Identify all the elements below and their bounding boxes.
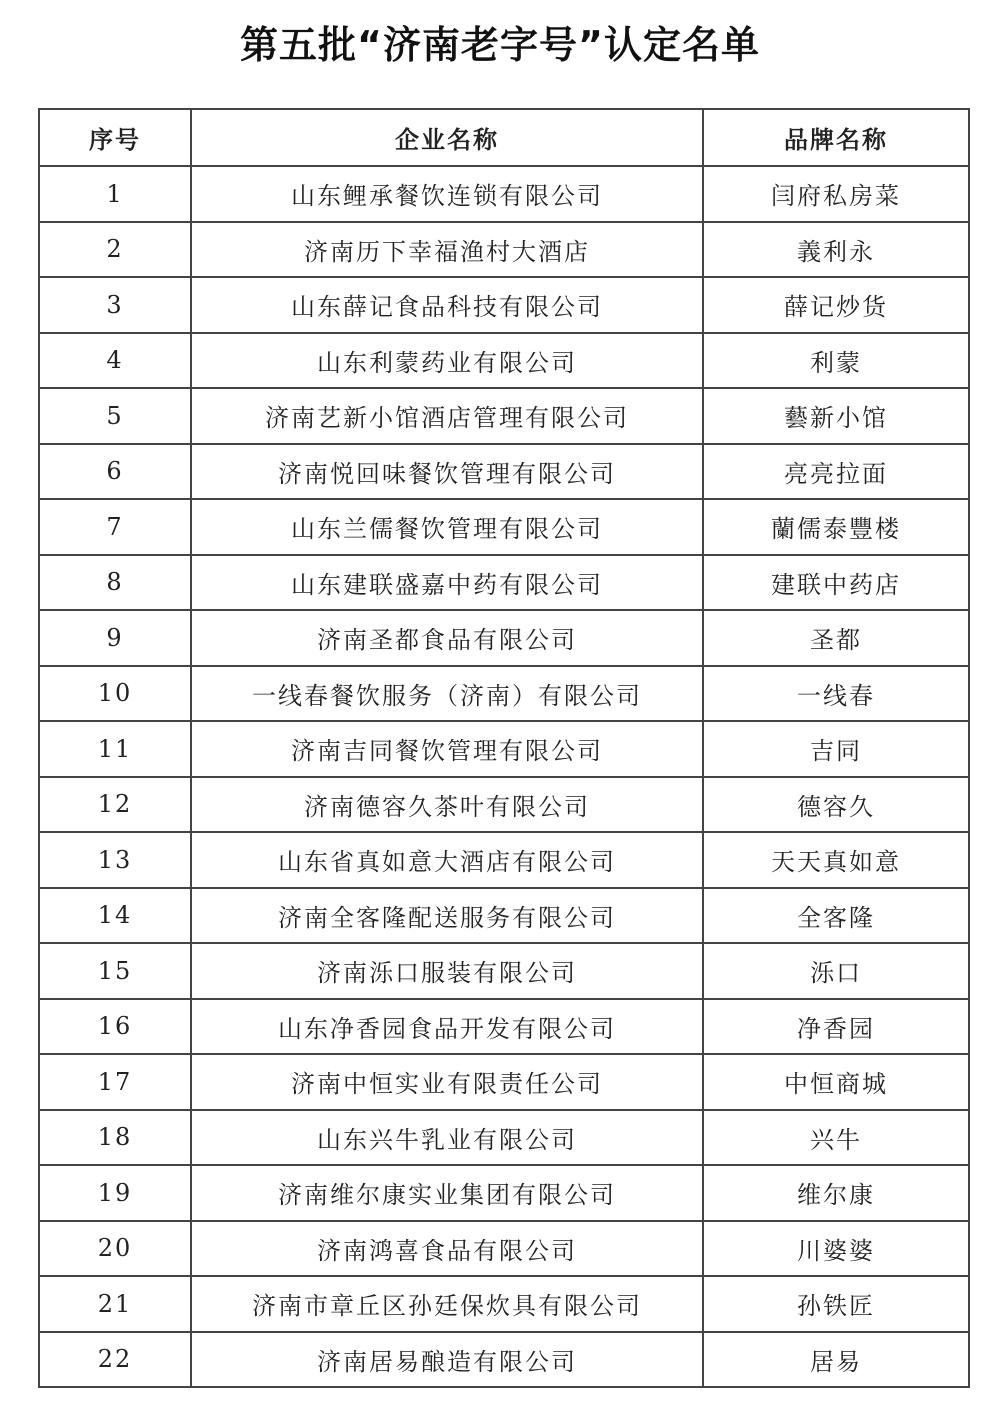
table-row (39, 499, 969, 555)
table-row (39, 1276, 969, 1332)
cell-brand: 泺口 (703, 943, 969, 999)
cell-brand: 川婆婆 (703, 1221, 969, 1277)
cell-brand: 净香园 (703, 999, 969, 1055)
cell-brand: 全客隆 (703, 888, 969, 944)
cell-index: 18 (39, 1110, 191, 1166)
cell-brand: 德容久 (703, 777, 969, 833)
cell-brand: 圣都 (703, 610, 969, 666)
cell-brand: 兴牛 (703, 1110, 969, 1166)
cell-brand: 建联中药店 (703, 555, 969, 611)
cell-brand: 天天真如意 (703, 832, 969, 888)
cell-brand: 薛记炒货 (703, 277, 969, 333)
cell-brand: 義利永 (703, 222, 969, 278)
cell-brand: 一线春 (703, 666, 969, 722)
cell-index: 2 (39, 222, 191, 278)
cell-company: 济南艺新小馆酒店管理有限公司 (191, 388, 703, 444)
table-row (39, 555, 969, 611)
table-row (39, 333, 969, 389)
cell-index: 5 (39, 388, 191, 444)
header-company: 企业名称 (191, 109, 703, 166)
cell-company: 山东鲤承餐饮连锁有限公司 (191, 166, 703, 222)
cell-company: 济南鸿喜食品有限公司 (191, 1221, 703, 1277)
cell-company: 济南泺口服装有限公司 (191, 943, 703, 999)
cell-index: 20 (39, 1221, 191, 1277)
list-table (38, 108, 970, 1388)
cell-brand: 维尔康 (703, 1165, 969, 1221)
cell-index: 12 (39, 777, 191, 833)
cell-index: 7 (39, 499, 191, 555)
cell-index: 4 (39, 333, 191, 389)
cell-brand: 居易 (703, 1332, 969, 1388)
cell-index: 19 (39, 1165, 191, 1221)
page-title: 第五批“济南老字号”认定名单 (240, 23, 760, 67)
table-row (39, 1221, 969, 1277)
cell-company: 济南德容久茶叶有限公司 (191, 777, 703, 833)
cell-company: 济南中恒实业有限责任公司 (191, 1054, 703, 1110)
cell-index: 9 (39, 610, 191, 666)
cell-brand: 吉同 (703, 721, 969, 777)
table-row (39, 1332, 969, 1388)
table-row (39, 1165, 969, 1221)
table-row (39, 388, 969, 444)
cell-brand: 孙铁匠 (703, 1276, 969, 1332)
table-row (39, 999, 969, 1055)
cell-company: 山东建联盛嘉中药有限公司 (191, 555, 703, 611)
cell-brand: 利蒙 (703, 333, 969, 389)
cell-brand: 闫府私房菜 (703, 166, 969, 222)
table-row (39, 1110, 969, 1166)
cell-brand: 亮亮拉面 (703, 444, 969, 500)
table-row (39, 277, 969, 333)
cell-brand: 藝新小馆 (703, 388, 969, 444)
cell-company: 济南圣都食品有限公司 (191, 610, 703, 666)
cell-company: 济南全客隆配送服务有限公司 (191, 888, 703, 944)
cell-index: 15 (39, 943, 191, 999)
cell-index: 3 (39, 277, 191, 333)
cell-company: 山东利蒙药业有限公司 (191, 333, 703, 389)
table-row (39, 721, 969, 777)
cell-company: 山东兰儒餐饮管理有限公司 (191, 499, 703, 555)
cell-index: 13 (39, 832, 191, 888)
table-row (39, 166, 969, 222)
table-row (39, 777, 969, 833)
table-row (39, 444, 969, 500)
table-row (39, 222, 969, 278)
cell-company: 山东省真如意大酒店有限公司 (191, 832, 703, 888)
cell-company: 山东兴牛乳业有限公司 (191, 1110, 703, 1166)
header-brand: 品牌名称 (703, 109, 969, 166)
cell-company: 济南悦回味餐饮管理有限公司 (191, 444, 703, 500)
cell-company: 济南维尔康实业集团有限公司 (191, 1165, 703, 1221)
table-row (39, 943, 969, 999)
cell-company: 山东净香园食品开发有限公司 (191, 999, 703, 1055)
cell-index: 17 (39, 1054, 191, 1110)
table-row (39, 1054, 969, 1110)
cell-company: 济南吉同餐饮管理有限公司 (191, 721, 703, 777)
table-row (39, 666, 969, 722)
cell-index: 6 (39, 444, 191, 500)
cell-company: 一线春餐饮服务（济南）有限公司 (191, 666, 703, 722)
cell-brand: 蘭儒泰豐楼 (703, 499, 969, 555)
cell-index: 14 (39, 888, 191, 944)
cell-index: 1 (39, 166, 191, 222)
cell-index: 21 (39, 1276, 191, 1332)
header-index: 序号 (39, 109, 191, 166)
cell-index: 22 (39, 1332, 191, 1388)
table-header-row (39, 109, 969, 166)
cell-company: 济南历下幸福渔村大酒店 (191, 222, 703, 278)
cell-index: 10 (39, 666, 191, 722)
cell-brand: 中恒商城 (703, 1054, 969, 1110)
cell-index: 16 (39, 999, 191, 1055)
table-row (39, 832, 969, 888)
cell-index: 8 (39, 555, 191, 611)
table-row (39, 610, 969, 666)
cell-company: 济南居易酿造有限公司 (191, 1332, 703, 1388)
table-row (39, 888, 969, 944)
cell-index: 11 (39, 721, 191, 777)
cell-company: 山东薛记食品科技有限公司 (191, 277, 703, 333)
cell-company: 济南市章丘区孙廷保炊具有限公司 (191, 1276, 703, 1332)
